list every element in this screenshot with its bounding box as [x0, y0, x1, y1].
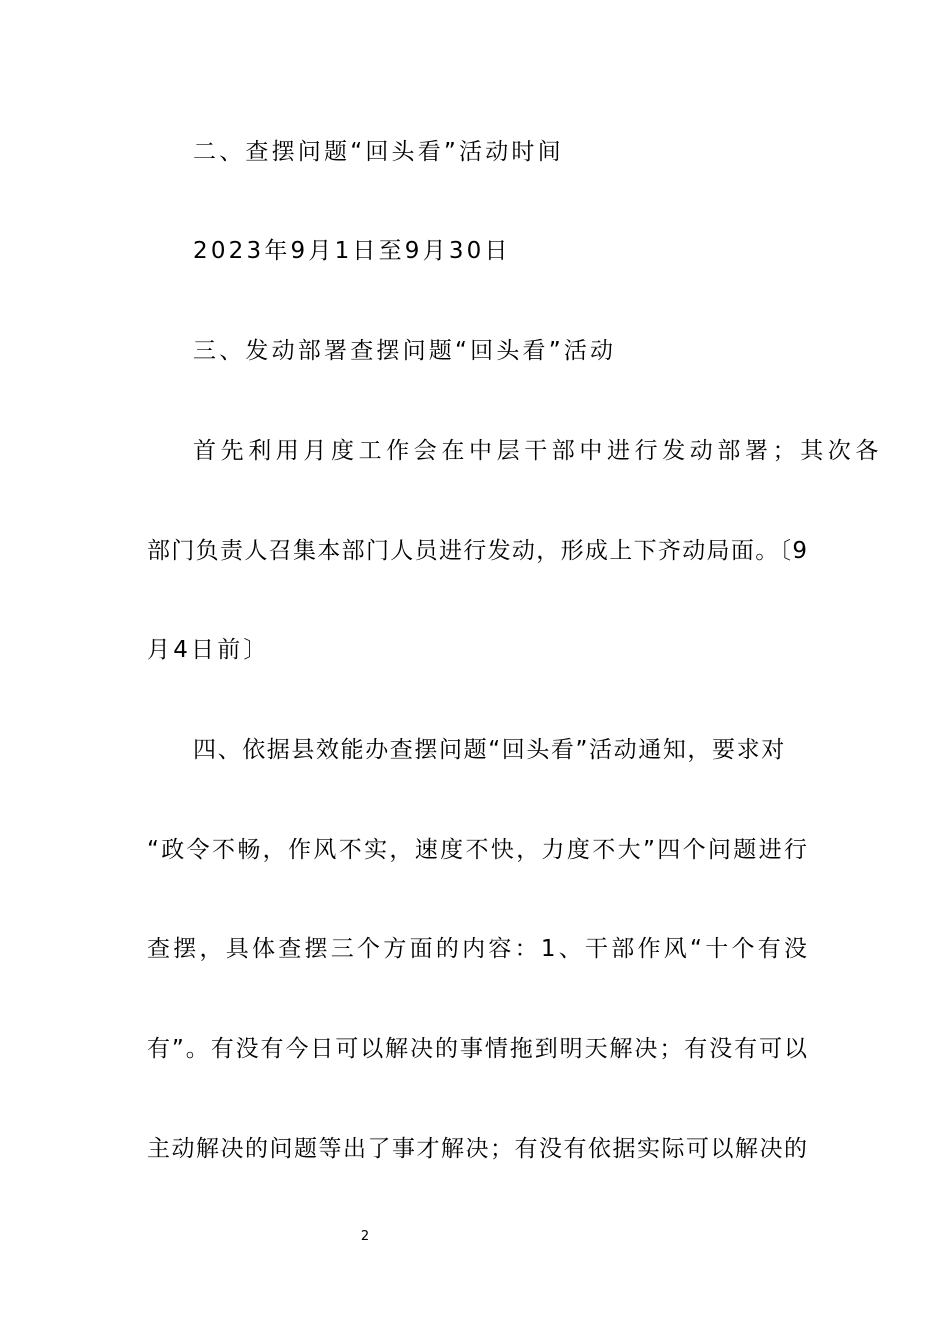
section-heading-4: 四、依据县效能办查摆问题“回头看”活动通知，要求对 [193, 737, 786, 763]
paragraph-line: 主动解决的问题等出了事才解决；有没有依据实际可以解决的 [147, 1136, 807, 1162]
paragraph-line: 月4日前〕 [147, 637, 270, 663]
paragraph-line: “政令不畅，作风不实，速度不快，力度不大”四个问题进行 [147, 837, 807, 863]
paragraph-line: 首先利用月度工作会在中层干部中进行发动部署；其次各 [193, 438, 883, 464]
section-heading-2: 二、查摆问题“回头看”活动时间 [193, 139, 564, 165]
activity-date-range: 2023年9月1日至9月30日 [193, 238, 511, 264]
paragraph-line: 部门负责人召集本部门人员进行发动，形成上下齐动局面。〔9 [147, 538, 807, 564]
page-number: 2 [360, 1229, 370, 1244]
paragraph-line: 查摆，具体查摆三个方面的内容：1、干部作风“十个有没 [147, 936, 807, 962]
paragraph-line: 有”。有没有今日可以解决的事情拖到明天解决；有没有可以 [147, 1036, 807, 1062]
section-heading-3: 三、发动部署查摆问题“回头看”活动 [193, 338, 617, 364]
